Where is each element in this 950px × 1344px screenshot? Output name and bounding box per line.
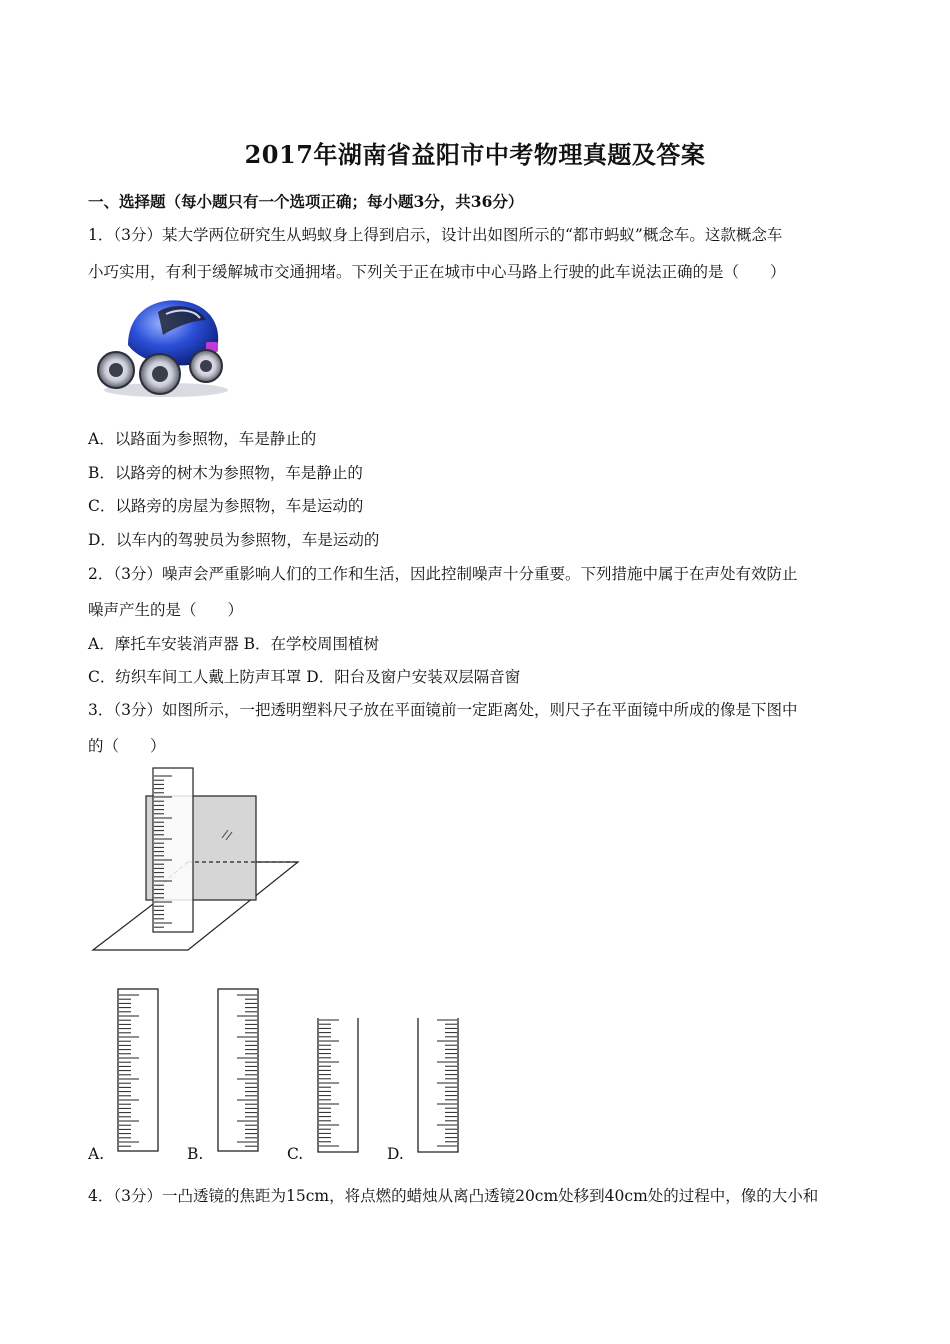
q1-option-a: A．以路面为参照物，车是静止的 <box>88 430 317 448</box>
question-4-line-1: 4．（3分）一凸透镜的焦距为15cm，将点燃的蜡烛从离凸透镜20cm处移到40cm处的过程中，像的大小和 <box>88 1187 819 1205</box>
choice-b-label: B. <box>187 1145 204 1163</box>
question-3-line-1: 3．（3分）如图所示，一把透明塑料尺子放在平面镜前一定距离处，则尺子在平面镜中所成的像是下图中 <box>88 701 798 719</box>
ruler-mirror-diagram <box>88 762 308 957</box>
choice-b-ruler <box>214 987 264 1155</box>
choice-d-label: D. <box>387 1145 404 1163</box>
question-1-line-2: 小巧实用，有利于缓解城市交通拥堵。下列关于正在城市中心马路上行驶的此车说法正确的是（ ） <box>88 263 786 281</box>
question-2-line-2: 噪声产生的是（ ） <box>88 601 244 619</box>
choice-c-ruler <box>312 1016 362 1156</box>
concept-car-image <box>88 290 238 400</box>
q1-option-b: B．以路旁的树木为参照物，车是静止的 <box>88 464 363 482</box>
q1-option-c: C．以路旁的房屋为参照物，车是运动的 <box>88 497 364 515</box>
page-title: 2017年湖南省益阳市中考物理真题及答案 <box>244 140 706 169</box>
choice-a-label: A. <box>88 1145 105 1163</box>
q2-options-row-1: A．摩托车安装消声器 B．在学校周围植树 <box>88 635 380 653</box>
choice-d-ruler <box>414 1016 464 1156</box>
question-3-line-2: 的（ ） <box>88 737 166 755</box>
choice-c-label: C. <box>287 1145 304 1163</box>
q2-options-row-2: C．纺织车间工人戴上防声耳罩 D．阳台及窗户安装双层隔音窗 <box>88 668 521 686</box>
section-heading: 一、选择题（每小题只有一个选项正确；每小题3分，共36分） <box>88 192 524 211</box>
q1-option-d: D．以车内的驾驶员为参照物，车是运动的 <box>88 531 380 549</box>
question-1-line-1: 1．（3分）某大学两位研究生从蚂蚁身上得到启示，设计出如图所示的“都市蚂蚁”概念车。这款概念车 <box>88 226 783 244</box>
choice-a-ruler <box>112 987 162 1155</box>
question-2-line-1: 2．（3分）噪声会严重影响人们的工作和生活，因此控制噪声十分重要。下列措施中属于在声处有效防止 <box>88 565 798 583</box>
